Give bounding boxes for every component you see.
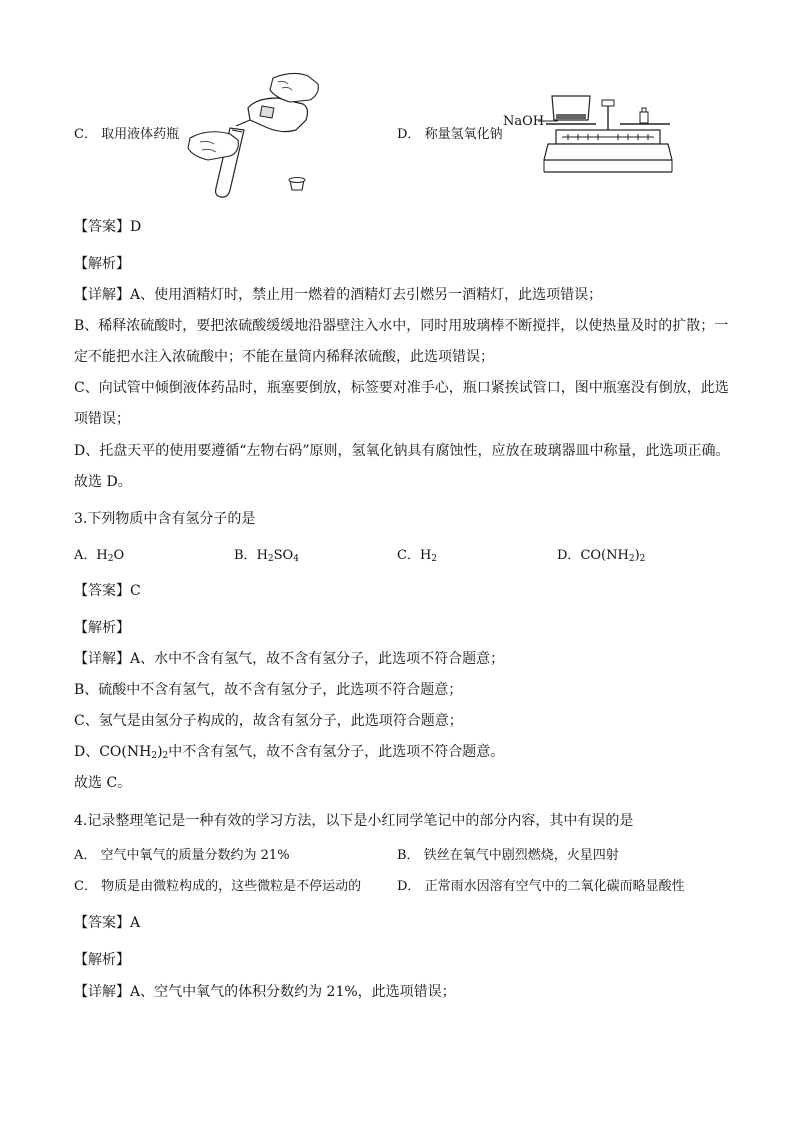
formula-sub: 2 <box>151 751 158 761</box>
option-text: 空气中氧气的质量分数约为 21% <box>100 848 290 863</box>
q4-option-b <box>397 846 619 866</box>
answer-value: A <box>130 915 141 931</box>
option-label: C． <box>397 548 420 563</box>
detail-text: A、空气中氧气的体积分数约为 21%，此选项错误； <box>130 984 456 1000</box>
q2-option-c-text: 取用液体药瓶 <box>101 127 180 142</box>
formula-part: H <box>256 548 268 563</box>
q2-conclusion: 故选 D。 <box>74 474 132 490</box>
option-label: A． <box>74 548 97 563</box>
q3-stem: 3.下列物质中含有氢分子的是 <box>74 511 256 527</box>
pointer-icon <box>602 100 614 132</box>
detail-text: 中不含有氢气，故不含有氢分子，此选项不符合题意。 <box>168 744 505 760</box>
q3-answer <box>74 581 141 601</box>
q4-option-a <box>74 846 290 866</box>
formula-part: SO <box>273 548 294 563</box>
q3-conclusion: 故选 C。 <box>74 775 132 791</box>
q2-detail-b2: 定不能把水注入浓硫酸中；不能在量筒内稀释浓硫酸，此选项错误； <box>74 349 494 365</box>
q2-option-d <box>397 125 503 145</box>
q2-detail-a <box>74 285 602 305</box>
q4-option-c <box>74 877 361 897</box>
formula-part: CO(NH <box>580 548 629 563</box>
q2-detail-c1: C、向试管中倾倒液体药品时，瓶塞要倒放，标签要对准手心，瓶口紧挨试管口，图中瓶塞没有倒放，此选 <box>74 380 729 396</box>
formula-sub: 2 <box>267 554 274 564</box>
option-label: B． <box>234 548 257 563</box>
q2-option-d-label: D． <box>397 127 421 142</box>
formula-sub: 2 <box>628 554 635 564</box>
q2-option-c-label: C． <box>74 127 97 142</box>
q4-analysis-tag: 【解析】 <box>74 952 130 968</box>
option-text: 物质是由微粒构成的，这些微粒是不停运动的 <box>101 879 362 894</box>
q4-stem: 4.记录整理笔记是一种有效的学习方法，以下是小红同学笔记中的部分内容，其中有误的是 <box>74 813 634 829</box>
formula-part: D、CO(NH <box>74 744 152 760</box>
option-label: C． <box>74 879 97 894</box>
option-text: 正常雨水因溶有空气中的二氧化碳而略显酸性 <box>424 879 685 894</box>
option-label: D． <box>397 879 421 894</box>
balance-figure <box>538 86 678 178</box>
formula-part: ) <box>634 548 640 563</box>
answer-value: C <box>130 583 141 599</box>
formula-part: H <box>419 548 432 563</box>
formula-part: H <box>96 548 108 563</box>
q3-analysis-tag: 【解析】 <box>74 620 130 636</box>
q3-detail-c: C、氢气是由氢分子构成的，故含有氢分子，此选项符合题意； <box>74 713 463 729</box>
q3-option-b <box>234 546 299 569</box>
option-label: D． <box>557 548 581 563</box>
answer-tag: 【答案】 <box>74 583 130 599</box>
q2-analysis-tag: 【解析】 <box>74 256 130 272</box>
option-text: 铁丝在氧气中剧烈燃烧，火星四射 <box>423 848 619 863</box>
detail-text: A、使用酒精灯时，禁止用一燃着的酒精灯去引燃另一酒精灯，此选项错误； <box>130 287 603 303</box>
q3-option-a <box>74 546 124 569</box>
q3-detail-a <box>74 649 504 669</box>
q4-answer <box>74 913 140 933</box>
option-label: B． <box>397 848 420 863</box>
formula-part: ) <box>157 744 163 760</box>
formula-sub: 4 <box>293 554 299 564</box>
balance-base-icon <box>544 130 672 172</box>
naoh-label: NaOH <box>503 114 545 129</box>
left-pan-icon <box>546 96 596 124</box>
q3-detail-b: B、硫酸中不含有氢气，故不含有氢分子，此选项不符合题意； <box>74 682 463 698</box>
q4-detail-a <box>74 982 456 1002</box>
answer-value: D <box>130 219 142 235</box>
formula-part: O <box>113 548 125 563</box>
reagent-bottle-icon <box>236 98 307 132</box>
detail-tag: 【详解】 <box>74 651 130 667</box>
q2-answer <box>74 217 141 237</box>
formula-sub: 2 <box>639 554 646 564</box>
answer-tag: 【答案】 <box>74 915 130 931</box>
q3-option-d <box>557 546 645 569</box>
formula-sub: 2 <box>162 751 169 761</box>
option-label: A． <box>74 848 97 863</box>
hand-left-icon <box>188 132 238 160</box>
q4-option-d <box>397 877 685 897</box>
q2-option-c <box>74 125 179 145</box>
q3-option-c <box>397 546 437 569</box>
q2-option-d-text: 称量氢氧化钠 <box>424 127 503 142</box>
pouring-liquid-figure <box>178 68 328 198</box>
formula-sub: 2 <box>107 554 114 564</box>
detail-tag: 【详解】 <box>74 287 130 303</box>
q2-detail-d: D、托盘天平的使用要遵循“左物右码”原则，氢氧化钠具有腐蚀性，应放在玻璃器皿中称量，此选项正确。 <box>74 443 730 459</box>
formula-sub: 2 <box>431 554 438 564</box>
detail-tag: 【详解】 <box>74 984 130 1000</box>
stopper-icon <box>289 178 305 191</box>
q2-detail-c2: 项错误； <box>74 411 130 427</box>
q2-detail-b1: B、稀释浓硫酸时，要把浓硫酸缓缓地沿器壁注入水中，同时用玻璃棒不断搅拌，以使热量及时的扩散；一 <box>74 318 729 334</box>
answer-tag: 【答案】 <box>74 219 130 235</box>
q3-detail-d <box>74 742 504 766</box>
detail-text: A、水中不含有氢气，故不含有氢分子，此选项不符合题意； <box>130 651 505 667</box>
right-pan-icon <box>620 108 670 124</box>
